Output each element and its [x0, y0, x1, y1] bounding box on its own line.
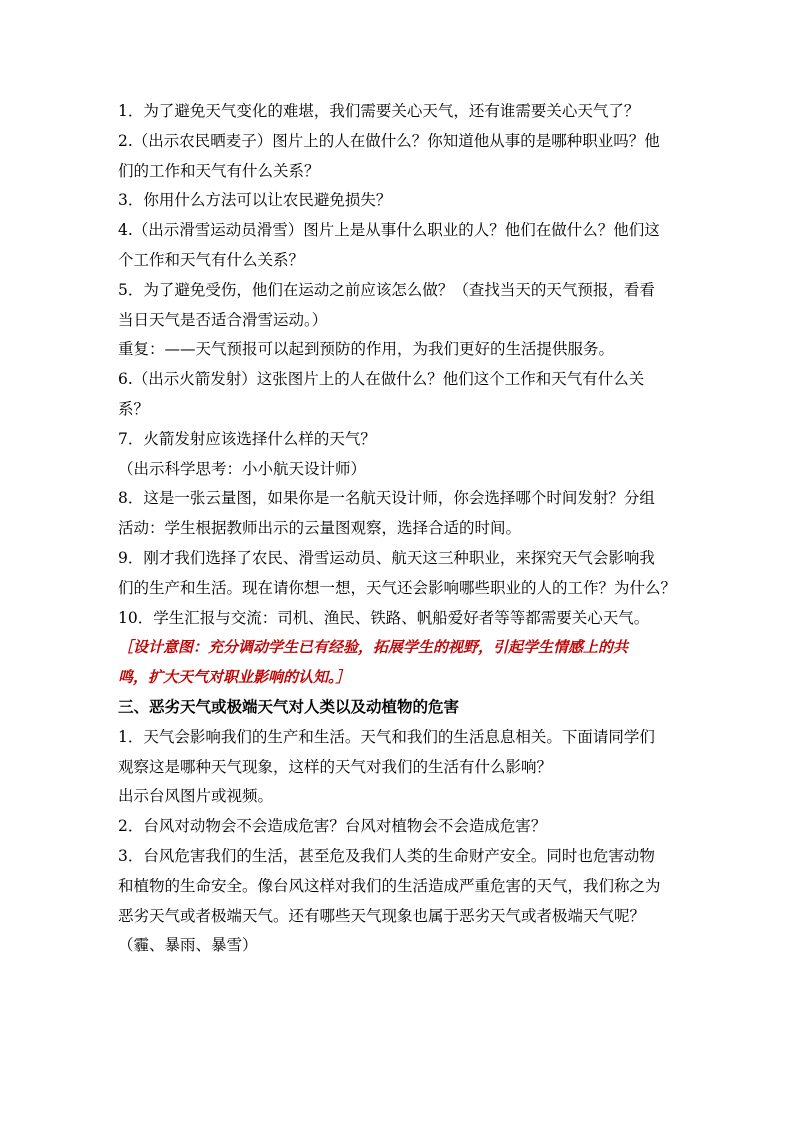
paragraph-line: 7．火箭发射应该选择什么样的天气？ [118, 429, 376, 448]
paragraph-line: 重复：——天气预报可以起到预防的作用，为我们更好的生活提供服务。 [118, 340, 615, 359]
section-heading: 三、恶劣天气或极端天气对人类以及动植物的危害 [118, 697, 460, 716]
paragraph-line: 2．台风对动物会不会造成危害？台风对植物会不会造成危害？ [118, 817, 547, 836]
paragraph-line: 9．刚才我们选择了农民、滑雪运动员、航天这三种职业，来探究天气会影响我 [118, 548, 655, 567]
paragraph-line: 当日天气是否适合滑雪运动。） [118, 310, 328, 329]
design-note-line: ［设计意图：充分调动学生已有经验，拓展学生的视野，引起学生情感上的共 [118, 638, 629, 657]
paragraph-line: 个工作和天气有什么关系？ [118, 250, 305, 269]
paragraph-line: （霾、暴雨、暴雪） [118, 936, 258, 955]
paragraph-line: 观察这是哪种天气现象，这样的天气对我们的生活有什么影响？ [118, 757, 553, 776]
design-intent-note [118, 633, 678, 693]
paragraph-line: 8．这是一张云量图，如果你是一名航天设计师，你会选择哪个时间发射？分组 [118, 489, 655, 508]
section-body [118, 723, 678, 961]
paragraph-line: 和植物的生命安全。像台风这样对我们的生活造成严重危害的天气，我们称之为 [118, 876, 661, 895]
paragraph-line: 6.（出示火箭发射）这张图片上的人在做什么？他们这个工作和天气有什么关 [118, 370, 645, 389]
paragraph-line: 系？ [118, 399, 150, 418]
paragraph-line: 恶劣天气或者极端天气。还有哪些天气现象也属于恶劣天气或者极端天气呢？ [118, 906, 646, 925]
paragraph-line: 们的生产和生活。现在请你想一想，天气还会影响哪些职业的人的工作？为什么？ [118, 578, 677, 597]
paragraph-line: （出示科学思考：小小航天设计师） [118, 459, 367, 478]
paragraph-line: 3．台风危害我们的生活，甚至危及我们人类的生命财产安全。同时也危害动物 [118, 846, 655, 865]
paragraph-line: 10．学生汇报与交流：司机、渔民、铁路、帆船爱好者等等都需要关心天气。 [118, 608, 650, 627]
paragraph-line: 2.（出示农民晒麦子）图片上的人在做什么？你知道他从事的是哪种职业吗？他 [118, 131, 660, 150]
lesson-steps [118, 97, 678, 633]
paragraph-line: 出示台风图片或视频。 [118, 787, 274, 806]
paragraph-line: 1．天气会影响我们的生产和生活。天气和我们的生活息息相关。下面请同学们 [118, 727, 655, 746]
paragraph-line: 们的工作和天气有什么关系？ [118, 161, 320, 180]
paragraph-line: 4.（出示滑雪运动员滑雪）图片上是从事什么职业的人？他们在做什么？他们这 [118, 221, 660, 240]
paragraph-line: 5．为了避免受伤，他们在运动之前应该怎么做？（查找当天的天气预报，看看 [118, 280, 655, 299]
paragraph-line: 活动：学生根据教师出示的云量图观察，选择合适的时间。 [118, 519, 522, 538]
design-note-line: 鸣，扩大天气对职业影响的认知。］ [118, 668, 351, 687]
document-page [118, 97, 678, 961]
paragraph-line: 3．你用什么方法可以让农民避免损失？ [118, 191, 392, 210]
paragraph-line: 1．为了避免天气变化的难堪，我们需要关心天气，还有谁需要关心天气了？ [118, 102, 640, 120]
